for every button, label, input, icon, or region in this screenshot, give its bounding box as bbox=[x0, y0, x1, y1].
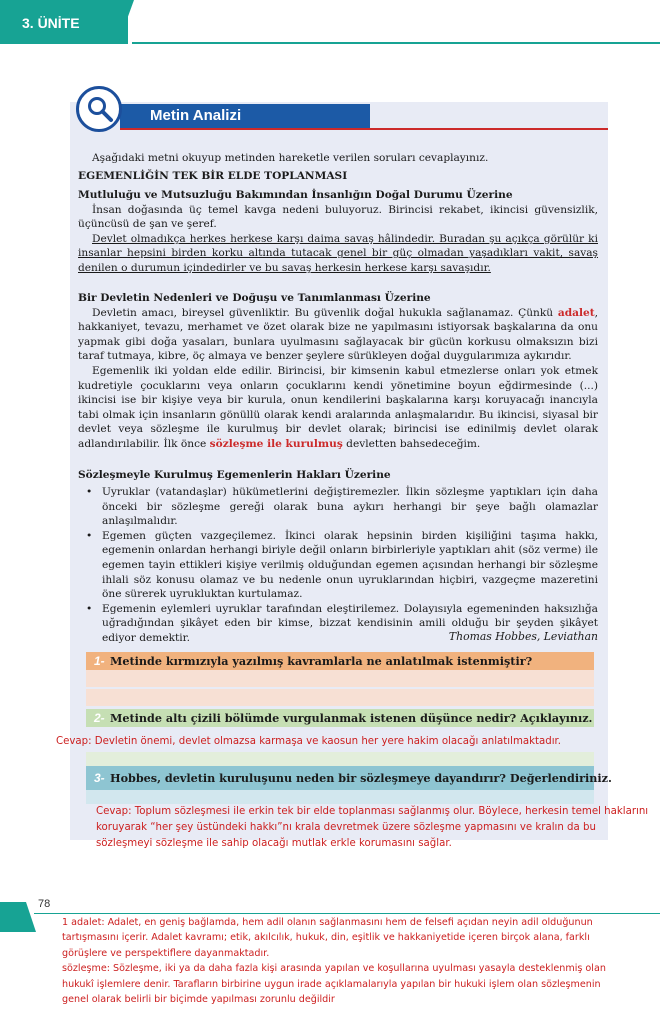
unit-header-line bbox=[132, 42, 660, 44]
list-item: • Egemenin eylemleri uyruklar tarafından eleştirilemez. Dolayısıyla egemeninden haksızlığa uğradığından şikâyet eden bir kimse, bizzat kendisinin amili olduğu bir şeyden şikâyet ediyor demektir. bbox=[86, 602, 598, 644]
answer-line-1a[interactable] bbox=[86, 670, 594, 687]
answer-line-3a[interactable] bbox=[86, 790, 594, 804]
part3-heading: Sözleşmeyle Kurulmuş Egemenlerin Hakları Üzerine bbox=[78, 469, 391, 481]
answer-line-2b[interactable] bbox=[86, 752, 594, 766]
unit-label: 3. ÜNİTE bbox=[0, 0, 128, 44]
question-2-text: Metinde altı çizili bölümde vurgulanmak istenen düşünce nedir? Açıklayınız. bbox=[110, 711, 593, 725]
document-title: EGEMENLİĞİN TEK BİR ELDE TOPLANMASI bbox=[78, 170, 348, 182]
part2-paragraph2: Egemenlik iki yoldan elde edilir. Birincisi, bir kimsenin kabul etmezlerse onları yok etmek kudretiyle çocuklarını veya onların çocuklarını kendi yönetimine boyun eğdirmesinde (...) ikincisi ise bir kişiye veya bir kurula, onun kendilerini başkalarına karşı koruyacağı inancıyla tabi olmak için insanların gönüllü olarak kendi aralarında anlaşmalarıdır. Bu ikincisi, siyasal bir devlet veya sözleşme ile kurulmuş bir devlet olarak; birincisi ise edinilmiş devlet olarak adlandırılabilir. İlk önce sözleşme ile kurulmuş devletten bahsedeceğim. bbox=[78, 364, 598, 450]
page-number: 78 bbox=[38, 898, 51, 910]
part1-underlined-paragraph: Devlet olmadıkça herkes herkese karşı daima savaş hâlindedir. Buradan şu açıkça görülür ki insanlar hepsini birden korku altında tutacak genel bir güç olmadan yaşadıkları vakit, savaş denilen o durumun içindedirler ve bu savaş herkesin herkese karşı savaşıdır. bbox=[78, 232, 598, 274]
section-title-rule bbox=[120, 128, 608, 130]
part1-section bbox=[78, 188, 598, 276]
footer-tab bbox=[0, 902, 26, 932]
instruction-text: Aşağıdaki metni okuyup metinden hareketle verilen soruları cevaplayınız. bbox=[92, 152, 489, 164]
question-2-bar: 2- Metinde altı çizili bölümde vurgulanmak istenen düşünce nedir? Açıklayınız. bbox=[86, 709, 594, 727]
question-3-text: Hobbes, devletin kuruluşunu neden bir sözleşmeye dayandırır? Değerlendiriniz. bbox=[110, 771, 612, 785]
unit-tab-slant bbox=[118, 0, 134, 44]
answer-line-1b[interactable] bbox=[86, 689, 594, 706]
part2-section bbox=[78, 291, 598, 452]
list-item: • Uyruklar (vatandaşlar) hükümetlerini değiştiremezler. İlkin sözleşme yaptıkları için daha önceki bir sözleşme gereği olarak buna aykırı herhangi bir şeye bağlı olamazlar anlaşılmalıdır. bbox=[86, 486, 598, 528]
part1-heading: Mutluluğu ve Mutsuzluğu Bakımından İnsanlığın Doğal Durumu Üzerine bbox=[78, 189, 513, 201]
question-3-bar: 3- Hobbes, devletin kuruluşunu neden bir sözleşmeye dayandırır? Değerlendiriniz. bbox=[86, 766, 594, 790]
author-citation: Thomas Hobbes, Leviathan bbox=[448, 630, 598, 643]
red-term-adalet: adalet bbox=[557, 306, 595, 319]
footer-tab-slant bbox=[26, 902, 36, 932]
part3-bullet-list bbox=[78, 485, 598, 646]
footnotes: 1 adalet: Adalet, en geniş bağlamda, hem adil olanın sağlanmasını hem de felsefi açıdan neyin adil olduğunun tartışmasını içerir. Adalet kavramı; etik, akılcılık, hukuk, din, eşitlik ve hakkaniyetide içeren birçok alana, farklı görüşlere ve perspektiflere dayanmaktadır. sözleşme: Sözleşme, iki ya da daha fazla kişi arasında yapılan ve koşullarına uyulması yasayla desteklenmiş olan hukukî işlemlere denir. Tarafların birbirine uygun irade açıklamalarıyla yapılan bir hukuki işlem olan sözleşmenin genel olarak belirli bir biçimde yapılması zorunlu değildir bbox=[62, 917, 606, 1006]
footer-line bbox=[34, 913, 660, 914]
list-item: • Egemen güçten vazgeçilemez. İkinci olarak hepsinin birden kişiliğini taşıma hakkı, egemenin onlardan herhangi biriyle değil onların birbirleriyle yaptıkları ahit (söz verme) ile egemen tayin ettikleri kişiye verilmiş olduğundan egemen açısından herhangi bir sözleşme ihlali söz konusu olamaz ve bu nedenle onun uyruklarından hiçbiri, vazgeçme mazeretini öne sürerek uyrukluktan kurtulamaz. bbox=[86, 529, 598, 601]
magnifier-icon bbox=[76, 86, 122, 132]
section-title: Metin Analizi bbox=[120, 104, 370, 128]
red-term-sozlesme: sözleşme ile kurulmuş bbox=[209, 437, 343, 450]
part2-paragraph1: Devletin amacı, bireysel güvenliktir. Bu güvenlik doğal hukukla sağlanamaz. Çünkü adalet, hakkaniyet, tevazu, merhamet ve özet olarak bize ne yapılmasını istiyorsak başkalarına da onu yapmak gibi doğa yasaları, bunlara uyulmasını sağlayacak bir gücün korkusu olmaksızın bizi taraf tutmaya, kibre, öç almaya ve benzer şeylere sürükleyen doğal duygularımıza aykırıdır. bbox=[78, 306, 598, 363]
question-1-text: Metinde kırmızıyla yazılmış kavramlarla ne anlatılmak istenmiştir? bbox=[110, 654, 533, 668]
answer-3-text: Cevap: Toplum sözleşmesi ile erkin tek bir elde toplanması sağlanmış olur. Böylece, herkesin temel haklarını koruyarak “her şey üstündeki hakkı”nı krala devretmek üzere sözleşme yapmasını ve kralın da bu sözleşmeyi sözleşme ile sahip olacağı mutlak erkle korumasını sağlar. bbox=[96, 806, 649, 849]
answer-2-text: Cevap: Devletin önemi, devlet olmazsa karmaşa ve kaosun her yere hakim olacağı anlatılmaktadır. bbox=[56, 736, 562, 747]
part2-heading: Bir Devletin Nedenleri ve Doğuşu ve Tanımlanması Üzerine bbox=[78, 292, 431, 304]
question-1-bar: 1- Metinde kırmızıyla yazılmış kavramlarla ne anlatılmak istenmiştir? bbox=[86, 652, 594, 670]
part1-paragraph1: İnsan doğasında üç temel kavga nedeni buluyoruz. Birincisi rekabet, ikincisi güvensizlik, üçüncüsü de şan ve şeref. bbox=[78, 203, 598, 231]
